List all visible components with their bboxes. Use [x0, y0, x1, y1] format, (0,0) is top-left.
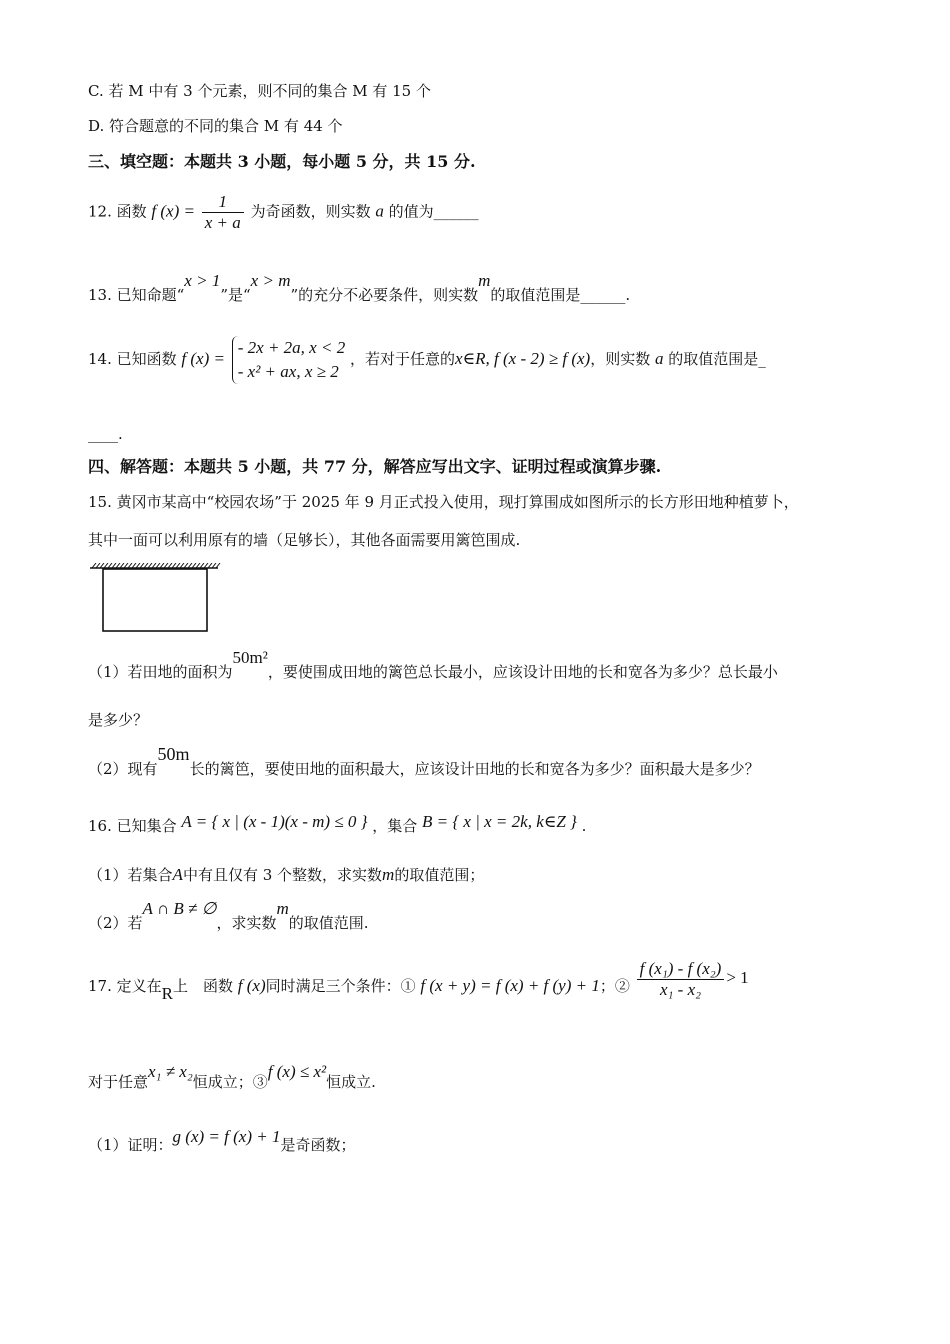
q12-fraction-denominator: x + a [204, 213, 241, 232]
q16-part2-m: m [276, 899, 289, 918]
q17-condition1: f (x + y) = f (x) + f (y) + 1 [420, 976, 600, 995]
q16-part2-condition: A ∩ B ≠ ∅ [142, 899, 217, 918]
q13-mid: ”是“ [220, 286, 251, 304]
q15-part1-b: ，要使围成田地的篱笆总长最小，应该设计田地的长和宽各为多少？总长最小 [267, 663, 778, 681]
q12-fraction-numerator: 1 [202, 192, 244, 213]
q17-part1-a: （1）证明： [88, 1136, 173, 1154]
q17-line2-a: 对于任意 [88, 1073, 149, 1091]
q17-part1 [88, 1127, 356, 1155]
q17-part1-b: 是奇函数； [280, 1136, 356, 1154]
option-d: D. 符合题意的不同的集合 M 有 44 个 [88, 117, 343, 135]
q17-function: f (x) [237, 976, 266, 995]
q12-tail: 的值为______ [388, 202, 479, 221]
q17-part1-expr: g (x) = f (x) + 1 [172, 1127, 281, 1146]
q14-tail: 的取值范围是_ [668, 350, 766, 368]
question-16 [88, 812, 587, 836]
q16-set-b: B = { x | x = 2k, k∈Z } [422, 812, 577, 831]
q13-variable: m [478, 271, 491, 290]
q16-part2-c: 的取值范围. [288, 914, 369, 932]
q16-end: . [581, 817, 587, 835]
q15-part1-a: （1）若田地的面积为 [88, 663, 233, 681]
q14-piecewise [232, 336, 345, 384]
q12-variable: a [375, 201, 384, 221]
section4-heading: 四、解答题：本题共 5 小题，共 77 分，解答应写出文字、证明过程或演算步骤. [88, 457, 662, 476]
q12-number: 12. 函数 [88, 202, 147, 221]
q15-part2-a: （2）现有 [88, 760, 158, 778]
q17-fraction-numerator: f (x₁) - f (x₂) [637, 959, 725, 980]
q14-function: f (x) = [181, 349, 225, 368]
q17-number: 17. 定义在 [88, 977, 162, 995]
q16-part1-m: m [382, 865, 395, 884]
q16-number: 16. 已知集合 [88, 817, 177, 835]
q17-line2-c: 恒成立. [326, 1073, 376, 1091]
q12-fraction [202, 192, 244, 233]
q17-line2 [88, 1062, 376, 1092]
q13-proposition-q: x > m [250, 271, 291, 290]
q16-set-a: A = { x | (x - 1)(x - m) ≤ 0 } [181, 812, 368, 831]
question-13 [88, 271, 631, 305]
q17-condition3: f (x) ≤ x² [267, 1062, 327, 1081]
q15-part1 [88, 648, 778, 682]
q16-part1-b: 中有且仅有 3 个整数，求实数 [182, 866, 383, 884]
q15-fence-length: 50m [157, 744, 190, 764]
q16-part2-b: ，求实数 [216, 914, 277, 932]
q16-part1-var: A [172, 865, 183, 884]
q16-part1 [88, 865, 484, 885]
q13-number: 13. 已知命题“ [88, 286, 185, 304]
q16-part1-a: （1）若集合 [88, 866, 173, 884]
q16-mid: ，集合 [372, 817, 418, 835]
q14-variable: a [654, 349, 664, 368]
q16-part2 [88, 899, 369, 933]
question-12 [88, 192, 479, 233]
q15-line1: 15. 黄冈市某高中“校园农场”于 2025 年 9 月正式投入使用，现打算围成如图所示的长方形田地种植萝卜， [88, 493, 799, 511]
q17-fraction [637, 959, 725, 1000]
q15-part2-b: 长的篱笆，要使田地的面积最大，应该设计田地的长和宽各为多少？面积最大是多少？ [189, 760, 760, 778]
question-14 [88, 332, 766, 386]
q14-text: ，若对于任意的 [349, 350, 455, 368]
q17-domain: R [161, 984, 173, 1003]
q17-fraction-denominator: x₁ - x₂ [659, 979, 702, 999]
q14-case1: - 2x + 2a, x < 2 [237, 338, 346, 357]
q14-tail-continued: ____. [88, 425, 123, 443]
q13-tail: 的取值范围是______. [490, 286, 631, 304]
q14-text2: ，则实数 [590, 350, 651, 368]
q15-part1-continued: 是多少？ [88, 711, 149, 729]
q17-greater-than: > 1 [726, 968, 749, 987]
section3-heading: 三、填空题：本题共 3 小题，每小题 5 分，共 15 分. [88, 152, 476, 171]
field-rectangle [103, 569, 207, 631]
field-diagram [88, 563, 222, 635]
q16-part1-c: 的取值范围； [394, 866, 485, 884]
q17-line2-condition: x₁ ≠ x₂ [148, 1062, 193, 1081]
q14-case2: - x² + ax, x ≥ 2 [237, 362, 339, 381]
q13-proposition-p: x > 1 [184, 271, 221, 290]
q15-area: 50m² [232, 648, 268, 667]
option-c: C. 若 M 中有 3 个元素，则不同的集合 M 有 15 个 [88, 82, 431, 100]
q13-text: ”的充分不必要条件，则实数 [290, 286, 479, 304]
q14-number: 14. 已知函数 [88, 350, 177, 368]
q17-mid: 上 函数 [172, 977, 233, 995]
q15-line2: 其中一面可以利用原有的墙（足够长），其他各面需要用篱笆围成. [88, 531, 521, 549]
q14-condition: x∈R, f (x - 2) ≥ f (x) [455, 349, 591, 368]
q12-text: 为奇函数，则实数 [250, 202, 371, 221]
q16-part2-a: （2）若 [88, 914, 143, 932]
q17-sep: ；② [599, 977, 630, 995]
q15-part2 [88, 744, 760, 779]
q12-function: f (x) = [151, 201, 195, 221]
q17-text: 同时满足三个条件：① [265, 977, 416, 995]
q17-line2-b: 恒成立；③ [192, 1073, 268, 1091]
question-17 [88, 958, 749, 1010]
